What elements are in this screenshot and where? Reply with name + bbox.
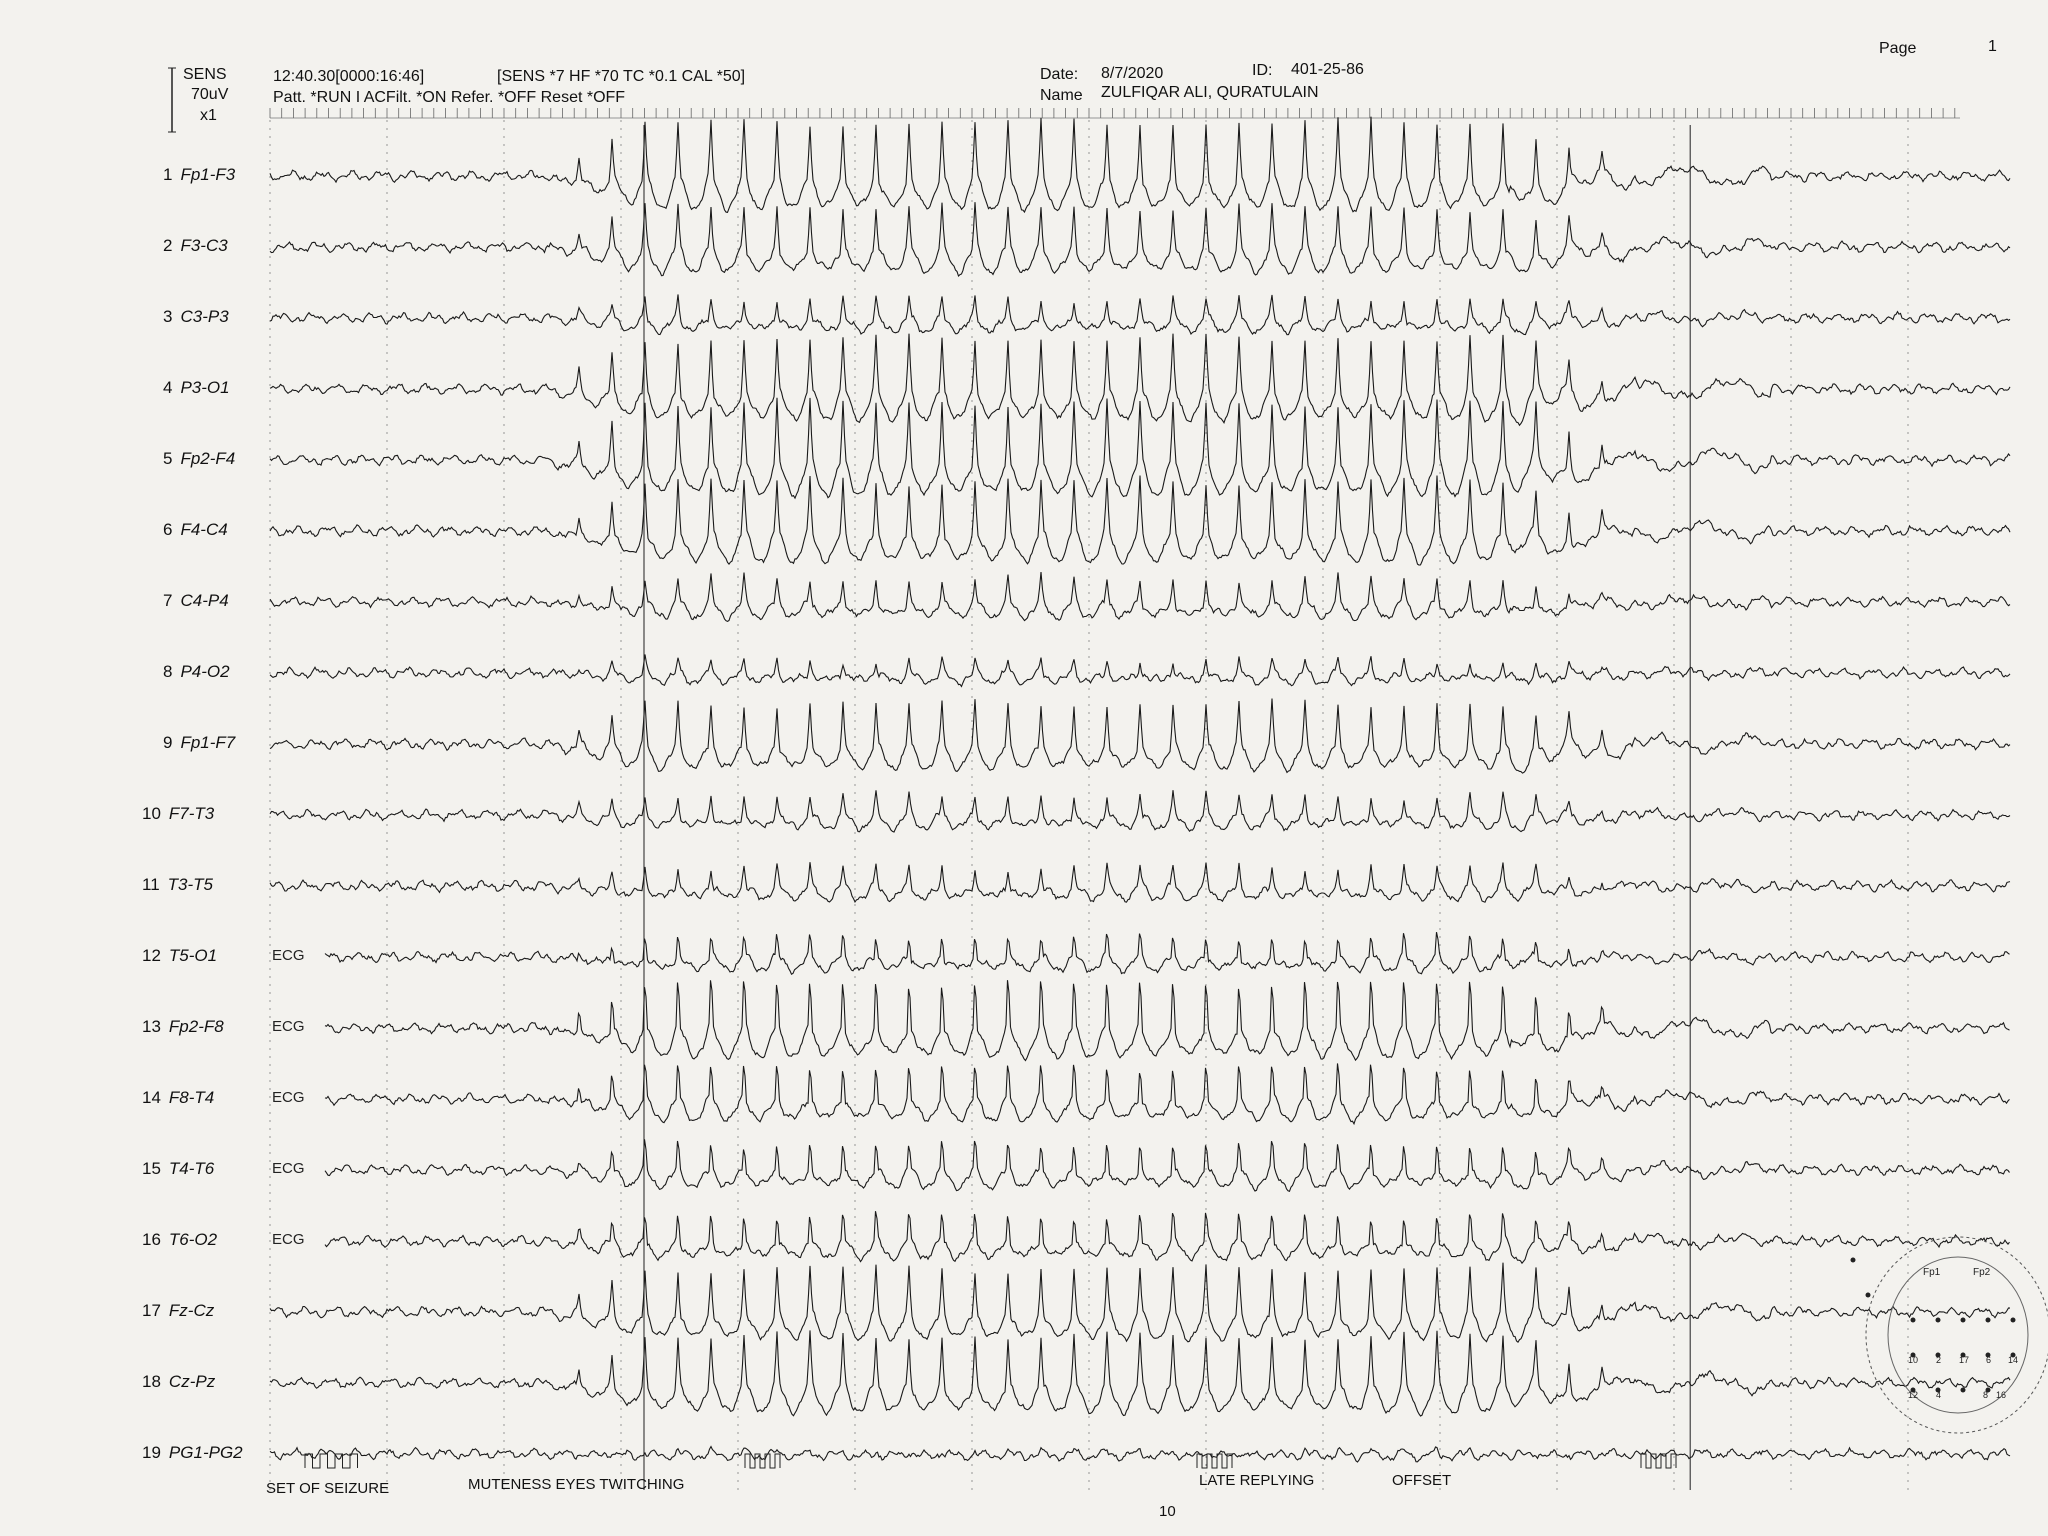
channel-label bbox=[163, 307, 229, 327]
channel-label bbox=[163, 591, 229, 611]
svg-text:Fp1: Fp1 bbox=[1923, 1267, 1941, 1278]
eeg-trace bbox=[325, 932, 2010, 974]
amplifier-settings: [SENS *7 HF *70 TC *0.1 CAL *50] bbox=[497, 68, 746, 85]
channel-label bbox=[142, 1301, 214, 1321]
svg-text:2: 2 bbox=[1936, 1355, 1942, 1365]
eeg-trace bbox=[270, 1447, 2010, 1462]
ecg-tag: ECG bbox=[272, 1231, 305, 1248]
svg-text:14: 14 bbox=[2008, 1355, 2019, 1365]
page-label: Page bbox=[1879, 40, 1917, 57]
eeg-trace bbox=[270, 117, 2010, 213]
channel-number: 1 bbox=[163, 165, 173, 184]
channel-name: Cz-Pz bbox=[168, 1372, 216, 1391]
eeg-trace bbox=[325, 980, 2010, 1060]
eeg-trace bbox=[270, 572, 2010, 621]
channel-name: P4-O2 bbox=[180, 662, 230, 681]
channel-name: F8-T4 bbox=[168, 1088, 215, 1107]
recording-time: 12:40.30[0000:16:46] bbox=[273, 68, 425, 85]
svg-text:10: 10 bbox=[1908, 1355, 1919, 1365]
channel-label bbox=[142, 946, 217, 966]
channel-number: 15 bbox=[142, 1159, 161, 1178]
channel-name: P3-O1 bbox=[180, 378, 230, 397]
channel-number: 9 bbox=[163, 733, 173, 752]
svg-text:Fp2: Fp2 bbox=[1973, 1267, 1991, 1278]
ecg-tag: ECG bbox=[272, 1089, 305, 1106]
channel-number: 5 bbox=[163, 449, 173, 468]
channel-number: 10 bbox=[142, 804, 161, 823]
channel-label bbox=[163, 733, 235, 753]
channel-label bbox=[142, 1017, 224, 1037]
channel-label bbox=[142, 875, 213, 895]
channel-label bbox=[163, 449, 235, 469]
channel-label bbox=[142, 1230, 217, 1250]
event-marker-pulses bbox=[305, 1454, 1676, 1468]
pattern-settings: Patt. *RUN I ACFilt. *ON Refer. *OFF Reset *OFF bbox=[273, 89, 626, 106]
eeg-trace bbox=[270, 294, 2010, 334]
channel-label bbox=[163, 378, 230, 398]
event-muteness: MUTENESS EYES TWITCHING bbox=[468, 1476, 685, 1493]
channel-name: C3-P3 bbox=[180, 307, 229, 326]
svg-text:17: 17 bbox=[1959, 1355, 1970, 1365]
channel-label bbox=[142, 1443, 243, 1463]
id-label: ID: bbox=[1252, 62, 1273, 79]
channel-number: 12 bbox=[142, 946, 161, 965]
channel-label bbox=[163, 236, 228, 256]
channel-label bbox=[142, 804, 214, 824]
page-number: 1 bbox=[1988, 38, 1997, 55]
sens-value: 70uV bbox=[191, 86, 229, 103]
channel-name: Fp2-F4 bbox=[180, 449, 236, 468]
channel-name: F4-C4 bbox=[180, 520, 228, 539]
svg-text:16: 16 bbox=[1996, 1390, 2007, 1400]
sens-bar-icon bbox=[168, 64, 176, 139]
channel-label bbox=[142, 1088, 214, 1108]
ecg-tag: ECG bbox=[272, 1018, 305, 1035]
eeg-trace bbox=[270, 1330, 2010, 1416]
channel-name: C4-P4 bbox=[180, 591, 229, 610]
sens-title: SENS bbox=[183, 66, 227, 83]
svg-text:12: 12 bbox=[1908, 1390, 1919, 1400]
channel-number: 16 bbox=[142, 1230, 161, 1249]
channel-name: F7-T3 bbox=[168, 804, 215, 823]
channel-name: T3-T5 bbox=[167, 875, 213, 894]
eeg-trace bbox=[325, 1211, 2010, 1263]
eeg-trace bbox=[270, 699, 2010, 774]
name-label: Name bbox=[1040, 87, 1083, 104]
patient-name: ZULFIQAR ALI, QURATULAIN bbox=[1101, 84, 1319, 101]
eeg-trace bbox=[270, 476, 2010, 566]
channel-number: 14 bbox=[142, 1088, 161, 1107]
svg-text:4: 4 bbox=[1936, 1390, 1942, 1400]
channel-label bbox=[163, 520, 228, 540]
eeg-trace bbox=[270, 1263, 2010, 1343]
svg-text:8: 8 bbox=[1983, 1390, 1989, 1400]
eeg-trace bbox=[270, 655, 2010, 687]
svg-text:6: 6 bbox=[1986, 1355, 1992, 1365]
event-offset: OFFSET bbox=[1392, 1472, 1452, 1489]
channel-name: Fp1-F3 bbox=[180, 165, 236, 184]
channel-number: 2 bbox=[163, 236, 173, 255]
ecg-tag: ECG bbox=[272, 1160, 305, 1177]
eeg-traces bbox=[270, 117, 2010, 1462]
eeg-trace bbox=[325, 1063, 2010, 1123]
channel-label bbox=[142, 1159, 214, 1179]
channel-label bbox=[163, 662, 230, 682]
eeg-trace bbox=[270, 202, 2010, 276]
eeg-trace bbox=[270, 790, 2010, 832]
eeg-trace bbox=[270, 862, 2010, 902]
date-label: Date: bbox=[1040, 66, 1079, 83]
sens-multiplier: x1 bbox=[200, 107, 217, 124]
time-gridlines bbox=[270, 120, 1908, 1490]
event-seizure-onset: SET OF SEIZURE bbox=[266, 1480, 390, 1497]
channel-name: Fp1-F7 bbox=[180, 733, 236, 752]
channel-number: 13 bbox=[142, 1017, 161, 1036]
channel-label bbox=[142, 1372, 215, 1392]
channel-number: 6 bbox=[163, 520, 173, 539]
time-ruler bbox=[270, 108, 1960, 118]
channel-number: 7 bbox=[163, 591, 173, 610]
recording-date: 8/7/2020 bbox=[1101, 65, 1164, 82]
patient-id: 401-25-86 bbox=[1291, 61, 1364, 78]
channel-number: 11 bbox=[142, 875, 160, 894]
ecg-tag: ECG bbox=[272, 947, 305, 964]
channel-number: 4 bbox=[163, 378, 173, 397]
footer-number: 10 bbox=[1159, 1503, 1176, 1520]
channel-number: 18 bbox=[142, 1372, 161, 1391]
event-late-replying: LATE REPLYING bbox=[1199, 1472, 1315, 1489]
channel-label bbox=[163, 165, 235, 185]
channel-name: Fz-Cz bbox=[168, 1301, 215, 1320]
channel-number: 19 bbox=[142, 1443, 161, 1462]
channel-name: F3-C3 bbox=[180, 236, 228, 255]
channel-name: T4-T6 bbox=[168, 1159, 215, 1178]
channel-number: 3 bbox=[163, 307, 173, 326]
channel-name: Fp2-F8 bbox=[168, 1017, 224, 1036]
channel-number: 8 bbox=[163, 662, 173, 681]
channel-number: 17 bbox=[142, 1301, 161, 1320]
channel-name: PG1-PG2 bbox=[168, 1443, 243, 1462]
channel-name: T5-O1 bbox=[168, 946, 218, 965]
electrode-montage-map-icon bbox=[1828, 1225, 2048, 1465]
channel-name: T6-O2 bbox=[168, 1230, 218, 1249]
eeg-trace bbox=[325, 1139, 2010, 1191]
